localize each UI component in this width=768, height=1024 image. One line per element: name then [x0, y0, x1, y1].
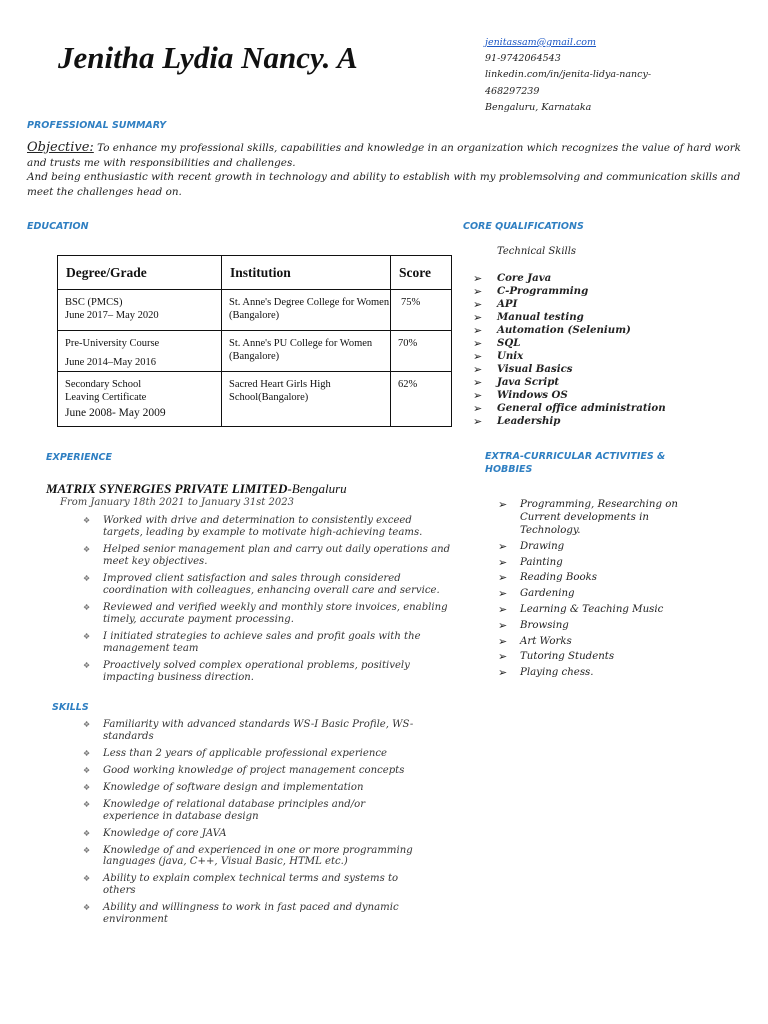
list-item: ➢ C-Programming	[473, 285, 666, 298]
email-link[interactable]: jenitassam@gmail.com	[485, 37, 597, 48]
list-item: ❖ Proactively solved complex operational problems, positively impacting business direction.	[83, 660, 451, 684]
list-item: ❖ Knowledge of relational database principles and/or experience in database design	[83, 799, 423, 823]
list-item: ❖ Worked with drive and determination to consistently exceed targets, leading by example to motivate high-achieving teams.	[83, 515, 451, 539]
col-degree: Degree/Grade	[58, 256, 222, 290]
location: Bengaluru, Karnataka	[485, 101, 592, 113]
list-item: ➢ Core Java	[473, 272, 666, 285]
list-item: ➢ SQL	[473, 337, 666, 350]
skills-heading: SKILLS	[52, 702, 89, 713]
list-item: ➢ Visual Basics	[473, 363, 666, 376]
list-item: ➢ Java Script	[473, 376, 666, 389]
experience-heading: EXPERIENCE	[46, 452, 113, 463]
list-item: ❖ Improved client satisfaction and sales through considered coordination with colleagues, enhancing overall care and service.	[83, 573, 451, 597]
objective-paragraph	[27, 141, 742, 199]
summary-heading: PROFESSIONAL SUMMARY	[27, 120, 167, 131]
list-item: ➢ Browsing	[498, 619, 688, 632]
list-item: ➢ Unix	[473, 350, 666, 363]
list-item: ➢ Programming, Researching on Current developments in Technology.	[498, 498, 688, 537]
objective-text-2: And being enthusiastic with recent growth in technology and ability to establish with my problemsolving and communication skills and meet the challenges head on.	[27, 171, 741, 198]
list-item: ❖ Reviewed and verified weekly and monthly store invoices, enabling timely, accurate payment processing.	[83, 602, 451, 626]
phone-number: 91-9742064543	[485, 53, 561, 65]
col-score: Score	[391, 256, 452, 290]
education-table-header	[58, 256, 452, 290]
list-item: ❖ Good working knowledge of project management concepts	[83, 765, 423, 777]
list-item: ➢ API	[473, 298, 666, 311]
list-item: ➢ Windows OS	[473, 389, 666, 402]
list-item: ❖ Knowledge of core JAVA	[83, 828, 423, 840]
list-item: ❖ Helped senior management plan and carry out daily operations and meet key objectives.	[83, 544, 451, 568]
list-item: ➢ Painting	[498, 556, 688, 569]
table-row	[58, 372, 452, 427]
list-item: ➢ Drawing	[498, 540, 688, 553]
objective-text: To enhance my professional skills, capabilities and knowledge in an organization which recognizes the value of hard work and trusts me with responsibilities and challenges.	[27, 142, 741, 169]
degree: BSC (PMCS)	[65, 297, 123, 308]
company-city: -Bengaluru	[287, 481, 347, 496]
list-item: ➢ Leadership	[473, 415, 666, 428]
institution: St. Anne's PU College for Women (Bangalore)	[229, 338, 373, 362]
list-item: ❖ Less than 2 years of applicable professional experience	[83, 748, 423, 760]
list-item: ➢ Learning & Teaching Music	[498, 603, 688, 616]
linkedin-line-1: linkedin.com/in/jenita-lidya-nancy-	[485, 69, 652, 81]
list-item: ➢ Playing chess.	[498, 666, 688, 679]
list-item: ❖ Ability to explain complex technical terms and systems to others	[83, 873, 423, 897]
score: 75%	[401, 297, 421, 308]
technical-skills-subheading: Technical Skills	[497, 246, 577, 257]
period: June 2014–May 2016	[65, 357, 156, 368]
linkedin-line-2: 468297239	[485, 85, 540, 97]
list-item: ❖ Ability and willingness to work in fast paced and dynamic environment	[83, 902, 423, 926]
employment-dates: From January 18th 2021 to January 31st 2023	[60, 497, 294, 508]
table-row	[58, 331, 452, 372]
list-item: ❖ Knowledge of and experienced in one or more programming languages (java, C++, Visual Basic, HTML etc.)	[83, 845, 423, 869]
education-heading: EDUCATION	[27, 221, 89, 232]
skills-list	[83, 719, 423, 931]
core-qualifications-list	[473, 272, 666, 428]
hobbies-heading-line-1: EXTRA-CURRICULAR ACTIVITIES &	[485, 451, 666, 462]
list-item: ❖ Knowledge of software design and implementation	[83, 782, 423, 794]
list-item: ➢ Tutoring Students	[498, 650, 688, 663]
list-item: ➢ Automation (Selenium)	[473, 324, 666, 337]
list-item: ➢ Gardening	[498, 587, 688, 600]
list-item: ➢ Manual testing	[473, 311, 666, 324]
hobbies-list	[498, 498, 688, 682]
col-institution: Institution	[222, 256, 391, 290]
contact-block	[485, 35, 685, 116]
candidate-name: Jenitha Lydia Nancy. A	[58, 40, 358, 75]
list-item: ❖ I initiated strategies to achieve sales and profit goals with the management team	[83, 631, 451, 655]
list-item: ➢ Reading Books	[498, 571, 688, 584]
company-name: MATRIX SYNERGIES PRIVATE LIMITED	[46, 481, 288, 496]
degree: Secondary School Leaving Certificate	[65, 379, 147, 403]
core-heading: CORE QUALIFICATIONS	[463, 221, 584, 232]
period: June 2008- May 2009	[65, 407, 166, 419]
list-item: ❖ Familiarity with advanced standards WS-I Basic Profile, WS-standards	[83, 719, 423, 743]
list-item: ➢ Art Works	[498, 635, 688, 648]
company-line	[46, 481, 347, 497]
objective-label: Objective:	[27, 140, 94, 155]
hobbies-heading-line-2: HOBBIES	[485, 464, 533, 475]
education-table	[57, 255, 452, 427]
period: June 2017– May 2020	[65, 310, 159, 321]
table-row	[58, 290, 452, 331]
experience-list	[83, 515, 451, 689]
institution: Sacred Heart Girls High School(Bangalore)	[229, 379, 331, 403]
institution: St. Anne's Degree College for Women (Bangalore)	[229, 297, 390, 321]
score: 70%	[398, 338, 418, 349]
list-item: ➢ General office administration	[473, 402, 666, 415]
score: 62%	[398, 379, 418, 390]
hobbies-heading	[485, 450, 665, 476]
degree: Pre-University Course	[65, 338, 160, 349]
